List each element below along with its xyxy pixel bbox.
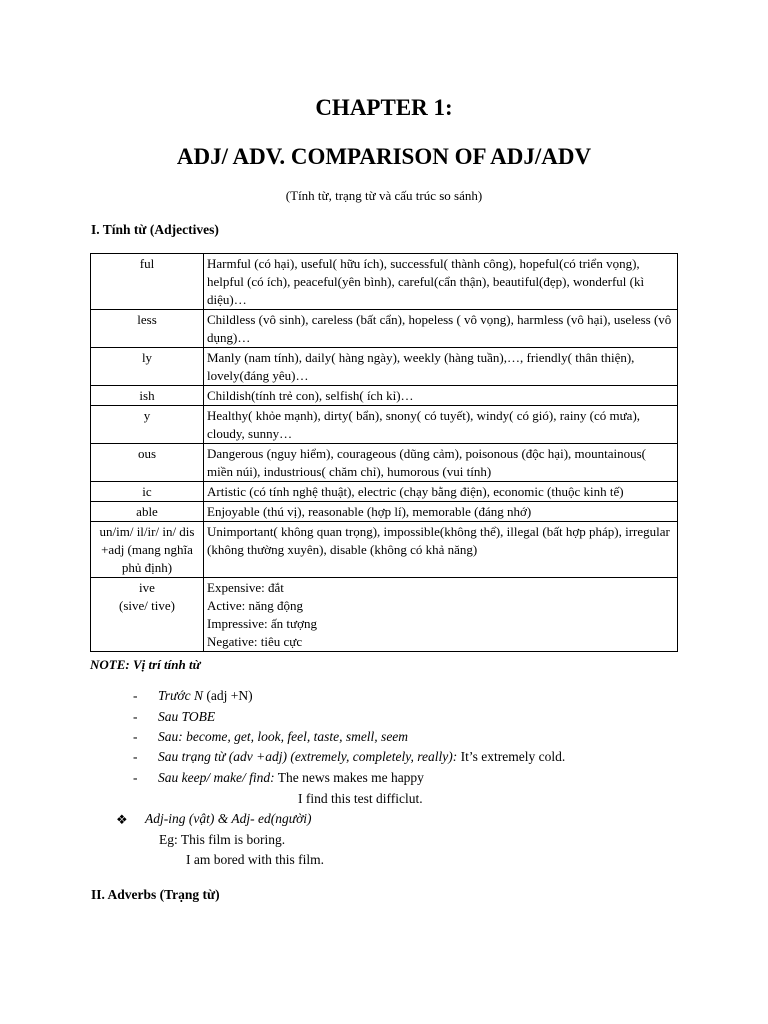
dash-bullet-icon: - <box>133 729 138 744</box>
dash-bullet-icon: - <box>133 709 138 724</box>
list-item <box>158 709 215 725</box>
table-row <box>91 386 678 406</box>
examples-cell: Enjoyable (thú vị), reasonable (hợp lí), memorable (đáng nhớ) <box>204 502 678 522</box>
suffix-cell: ive (sive/ tive) <box>91 578 204 652</box>
dash-bullet-icon: - <box>133 770 138 785</box>
examples-cell: Harmful (có hại), useful( hữu ích), successful( thành công), hopeful(có triển vọng), helpful (có ích), peaceful(yên bình), careful(cẩn thận), beautiful(đẹp), wonderful (kì diệu)… <box>204 254 678 310</box>
table-row <box>91 254 678 310</box>
chapter-heading: CHAPTER 1: <box>315 95 453 120</box>
list-item-italic: Sau trạng từ (adv +adj) (extremely, completely, really): <box>158 749 458 764</box>
list-item-italic: Sau: become, get, look, feel, taste, smell, seem <box>158 729 409 744</box>
list-continuation: I find this test difficlut. <box>298 791 423 806</box>
table-row <box>91 348 678 386</box>
suffix-cell: less <box>91 310 204 348</box>
table-row <box>91 578 678 652</box>
table-row <box>91 482 678 502</box>
list-item <box>158 770 424 786</box>
table-row <box>91 522 678 578</box>
examples-cell: Expensive: đắt Active: năng động Impressive: ấn tượng Negative: tiêu cực <box>204 578 678 652</box>
page-title: ADJ/ ADV. COMPARISON OF ADJ/ADV <box>176 144 592 169</box>
list-item-italic: Trước N <box>158 688 203 703</box>
adjective-suffix-table <box>90 253 678 652</box>
list-item <box>158 688 253 704</box>
examples-cell: Healthy( khỏe mạnh), dirty( bẩn), snony( có tuyết), windy( có gió), rainy (có mưa), cloudy, sunny… <box>204 406 678 444</box>
table-row <box>91 406 678 444</box>
examples-cell: Unimportant( không quan trọng), impossible(không thể), illegal (bất hợp pháp), irregular (không thường xuyên), disable (không có khả năng) <box>204 522 678 578</box>
example-line: Eg: This film is boring. <box>159 832 286 847</box>
examples-cell: Artistic (có tính nghệ thuật), electric (chạy bằng điện), economic (thuộc kinh tế) <box>204 482 678 502</box>
suffix-cell: able <box>91 502 204 522</box>
examples-cell: Childless (vô sinh), careless (bất cẩn), hopeless ( vô vọng), harmless (vô hại), useless (vô dụng)… <box>204 310 678 348</box>
example-line: I am bored with this film. <box>186 852 324 867</box>
suffix-cell: ish <box>91 386 204 406</box>
table-row <box>91 444 678 482</box>
list-item-italic: Sau TOBE <box>158 709 216 724</box>
section-heading-adjectives: I. Tính từ (Adjectives) <box>91 222 219 237</box>
list-item-text: (adj +N) <box>202 688 253 703</box>
table-row <box>91 310 678 348</box>
list-item-italic: Sau keep/ make/ find: <box>158 770 275 785</box>
suffix-cell: un/im/ il/ir/ in/ dis +adj (mang nghĩa phủ định) <box>91 522 204 578</box>
list-item <box>158 749 565 765</box>
diamond-bullet-icon: ❖ <box>116 812 128 827</box>
list-item <box>158 729 408 745</box>
table-row <box>91 502 678 522</box>
adj-ing-ed-rule: Adj-ing (vật) & Adj- ed(người) <box>145 811 312 826</box>
list-item-text: It’s extremely cold. <box>457 749 566 764</box>
dash-bullet-icon: - <box>133 688 138 703</box>
examples-cell: Dangerous (nguy hiểm), courageous (dũng cảm), poisonous (độc hại), mountainous( miền núi), industrious( chăm chỉ), humorous (vui tính) <box>204 444 678 482</box>
suffix-cell: ful <box>91 254 204 310</box>
section-heading-adverbs: II. Adverbs (Trạng từ) <box>91 887 220 902</box>
subtitle: (Tính từ, trạng từ và cấu trúc so sánh) <box>285 188 483 203</box>
examples-cell: Childish(tính trẻ con), selfish( ích kỉ)… <box>204 386 678 406</box>
suffix-cell: ic <box>91 482 204 502</box>
suffix-cell: ly <box>91 348 204 386</box>
suffix-cell: ous <box>91 444 204 482</box>
suffix-cell: y <box>91 406 204 444</box>
examples-cell: Manly (nam tính), daily( hàng ngày), weekly (hàng tuần),…, friendly( thân thiện), lovely(đáng yêu)… <box>204 348 678 386</box>
list-item-text: The news makes me happy <box>274 770 424 785</box>
note-heading: NOTE: Vị trí tính từ <box>90 657 201 672</box>
dash-bullet-icon: - <box>133 749 138 764</box>
